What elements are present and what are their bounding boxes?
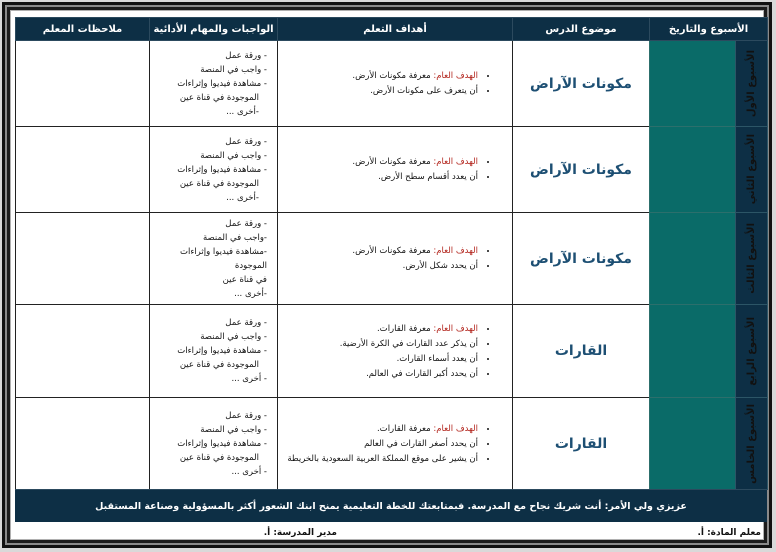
task-item: -أخرى ... <box>226 106 259 117</box>
task-item: الموجودة في قناة عين <box>179 452 259 463</box>
goal-item <box>284 245 478 257</box>
task-item: - واجب في المنصة <box>200 64 267 75</box>
task-item: - مشاهدة فيديوا وإثراءات <box>177 346 267 356</box>
table-row <box>16 213 768 305</box>
topic-cell <box>513 127 650 213</box>
week-label: الأسبوع الثاني <box>746 134 758 205</box>
task-item: - أخرى ... <box>231 466 267 477</box>
week-label-cell <box>736 398 768 490</box>
table-header-row <box>16 18 768 41</box>
page-frame <box>2 2 772 548</box>
task-item: - مشاهدة فيديوا وإثراءات <box>177 78 267 89</box>
topic-cell <box>513 305 650 398</box>
task-item: - ورقة عمل <box>225 136 267 147</box>
topic-cell <box>513 398 650 490</box>
notes-cell[interactable] <box>16 305 150 398</box>
parent-message-banner: عزيزي ولي الأمر: أنت شريك نجاح مع المدرسة. فبمتابعتك للخطة التعليمية يمنح ابنك الشعور أكثر بالمسؤولية وصناعة المستقبل <box>15 489 767 522</box>
tasks-cell <box>150 127 278 213</box>
date-cell[interactable] <box>650 213 736 305</box>
goal-item: • أن يحدد أكبر القارات في العالم. <box>284 368 478 380</box>
weekly-plan-sheet <box>10 10 764 540</box>
goal-item: • أن يشير على موقع المملكة العربية السعودية بالخريطة <box>284 453 478 465</box>
goals-cell <box>278 398 513 490</box>
weekly-plan-table <box>15 17 768 490</box>
date-cell[interactable] <box>650 398 736 490</box>
general-goal: معرفة مكونات الأرض. <box>352 71 431 81</box>
notes-cell[interactable] <box>16 398 150 490</box>
date-cell[interactable] <box>650 41 736 127</box>
header-tasks: الواجبات والمهام الأدائية <box>150 18 278 41</box>
week-label: الأسبوع الخامس <box>746 403 758 484</box>
table-row <box>16 41 768 127</box>
goal-item: • أن يحدد أصغر القارات في العالم <box>284 438 478 450</box>
table-row <box>16 127 768 213</box>
tasks-cell <box>150 213 278 305</box>
topic-cell <box>513 41 650 127</box>
goal-item: • أن يعدد أقسام سطح الأرض. <box>284 171 478 183</box>
week-label-cell <box>736 127 768 213</box>
week-label-cell <box>736 305 768 398</box>
task-item: -مشاهدة فيديوا وإثراءات الموجودة <box>179 246 267 271</box>
header-notes: ملاحظات المعلم <box>16 18 150 41</box>
task-item: - واجب في المنصة <box>200 332 267 342</box>
goal-item: • أن يذكر عدد القارات في الكرة الأرضية. <box>284 338 478 350</box>
task-item: - أخرى ... <box>231 374 267 384</box>
tasks-cell <box>150 305 278 398</box>
goal-label: الهدف العام: <box>433 323 478 334</box>
task-item: - ورقة عمل <box>225 318 267 328</box>
task-item: -أخرى ... <box>234 288 267 299</box>
goal-item: • أن يتعرف على مكونات الأرض. <box>284 85 478 97</box>
notes-cell[interactable] <box>16 127 150 213</box>
task-item: الموجودة في قناة عين <box>179 178 259 189</box>
topic-text: القارات <box>554 435 608 452</box>
date-cell[interactable] <box>650 127 736 213</box>
task-item: -أخرى ... <box>226 192 259 203</box>
goal-item: • أن يحدد شكل الأرض. <box>284 260 478 272</box>
week-label: الأسبوع الأول <box>746 49 758 118</box>
date-cell[interactable] <box>650 305 736 398</box>
general-goal: معرفة مكونات الأرض. <box>352 246 431 256</box>
task-item: الموجودة في قناة عين <box>179 360 259 370</box>
general-goal: معرفة القارات. <box>376 423 431 434</box>
goals-cell <box>278 213 513 305</box>
subject-teacher-signature: معلم المادة: أ. <box>697 528 761 538</box>
task-item: في قناة عين <box>222 274 267 285</box>
notes-cell[interactable] <box>16 41 150 127</box>
week-label-cell <box>736 213 768 305</box>
table-row <box>16 398 768 490</box>
week-label: الأسبوع الثالث <box>746 223 758 294</box>
general-goal: معرفة مكونات الأرض. <box>352 157 431 167</box>
table-row <box>16 305 768 398</box>
goal-item <box>284 323 478 335</box>
task-item: - ورقة عمل <box>225 218 267 229</box>
task-item: - مشاهدة فيديوا وإثراءات <box>177 164 267 175</box>
page-frame-inner <box>5 5 769 545</box>
goal-label: الهدف العام: <box>433 423 478 434</box>
task-item: - واجب في المنصة <box>200 150 267 161</box>
goal-label: الهدف العام: <box>433 246 478 256</box>
signature-row <box>15 523 767 543</box>
task-item: -واجب في المنصة <box>202 232 267 243</box>
task-item: - واجب في المنصة <box>200 424 267 435</box>
topic-cell <box>513 213 650 305</box>
tasks-cell <box>150 398 278 490</box>
header-week-date: الأسبوع والتاريخ <box>650 18 768 41</box>
week-label: الأسبوع الرابع <box>746 316 758 386</box>
task-item: - ورقة عمل <box>225 50 267 61</box>
goals-cell <box>278 305 513 398</box>
goal-item <box>284 156 478 168</box>
task-item: - مشاهدة فيديوا وإثراءات <box>177 438 267 449</box>
task-item: - ورقة عمل <box>225 410 267 421</box>
goal-item: • أن يعدد أسماء القارات. <box>284 353 478 365</box>
general-goal: معرفة القارات. <box>376 323 431 334</box>
week-label-cell <box>736 41 768 127</box>
topic-text: مكونات الآراض <box>530 75 632 92</box>
tasks-cell <box>150 41 278 127</box>
header-topic: موضوع الدرس <box>513 18 650 41</box>
goal-label: الهدف العام: <box>433 71 478 81</box>
task-item: الموجودة في قناة عين <box>179 92 259 103</box>
goals-cell <box>278 41 513 127</box>
notes-cell[interactable] <box>16 213 150 305</box>
topic-text: مكونات الآراض <box>530 250 632 267</box>
principal-signature: مدير المدرسة: أ. <box>263 528 337 538</box>
topic-text: القارات <box>554 343 608 359</box>
goal-label: الهدف العام: <box>433 157 478 167</box>
topic-text: مكونات الآراض <box>530 161 632 178</box>
goal-item <box>284 70 478 82</box>
goal-item <box>284 423 478 435</box>
goals-cell <box>278 127 513 213</box>
header-goals: أهداف التعلم <box>278 18 513 41</box>
